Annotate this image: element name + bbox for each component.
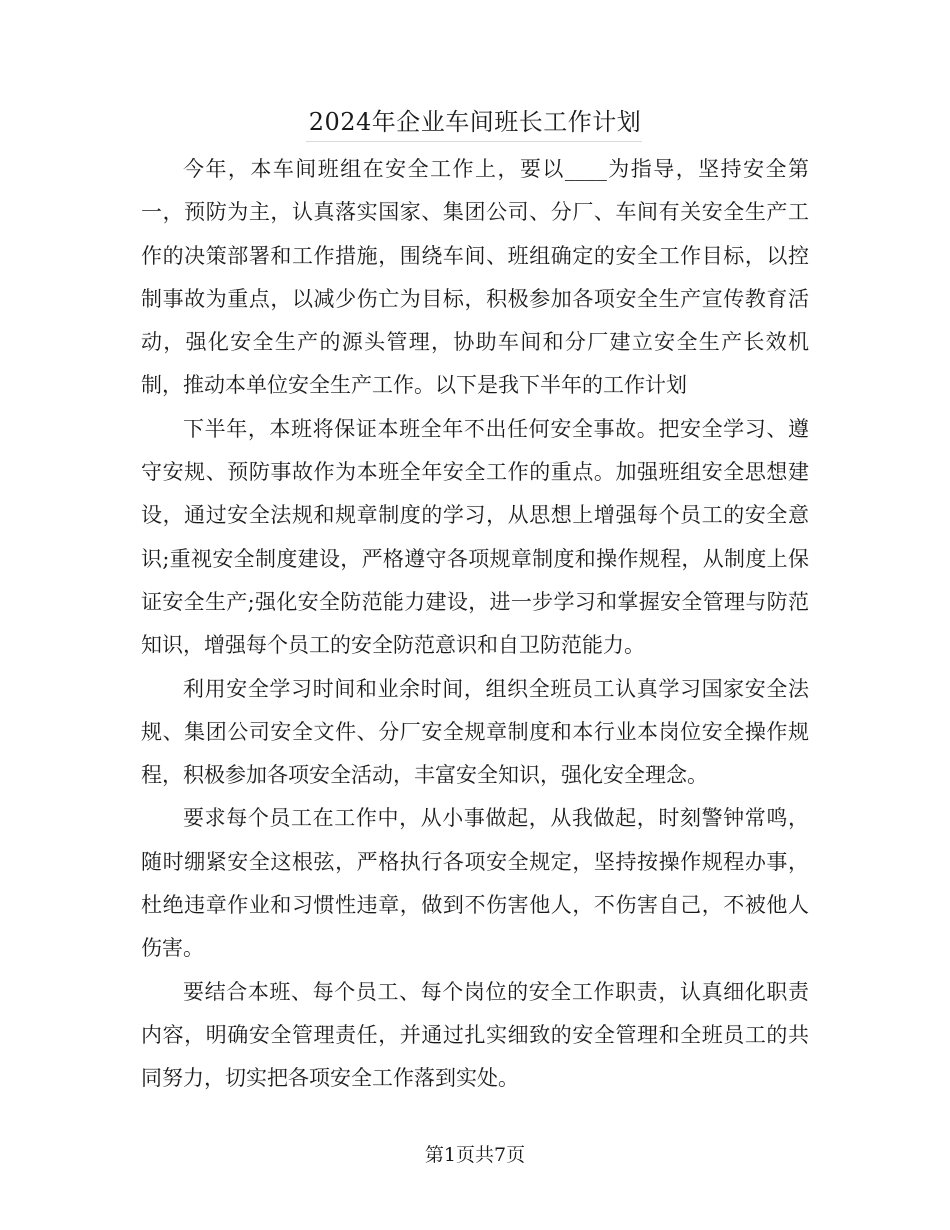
paragraph-4: 要求每个员工在工作中，从小事做起，从我做起，时刻警钟常鸣，随时绷紧安全这根弦，严格执行各项安全规定，坚持按操作规程办事，杜绝违章作业和习惯性违章，做到不伤害他人，不伤害自己，不被他人伤害。 [141,806,809,961]
paragraph-5: 要结合本班、每个员工、每个岗位的安全工作职责，认真细化职责内容，明确安全管理责任，并通过扎实细致的安全管理和全班员工的共同努力，切实把各项安全工作落到实处。 [141,979,809,1091]
page-number-footer: 第1页共7页 [424,1144,526,1166]
paragraph-2: 下半年，本班将保证本班全年不出任何安全事故。把安全学习、遵守安规、预防事故作为本班全年安全工作的重点。加强班组安全思想建设，通过安全法规和规章制度的学习，从思想上增强每个员工的安全意识;重视安全制度建设，严格遵守各项规章制度和操作规程，从制度上保证安全生产;强化安全防范能力建设，进一步学习和掌握安全管理与防范知识，增强每个员工的安全防范意识和自卫防范能力。 [141,416,809,658]
document-title: 2024年企业车间班长工作计划 [308,108,642,136]
title-underline [306,141,642,142]
paragraph-1: 今年，本车间班组在安全工作上，要以____为指导，坚持安全第一，预防为主，认真落实国家、集团公司、分厂、车间有关安全生产工作的决策部署和工作措施，围绕车间、班组确定的安全工作目标，以控制事故为重点，以减少伤亡为目标，积极参加各项安全生产宣传教育活动，强化安全生产的源头管理，协助车间和分厂建立安全生产长效机制，推动本单位安全生产工作。以下是我下半年的工作计划 [141,157,809,398]
paragraph-3: 利用安全学习时间和业余时间，组织全班员工认真学习国家安全法规、集团公司安全文件、分厂安全规章制度和本行业本岗位安全操作规程，积极参加各项安全活动，丰富安全知识，强化安全理念。 [141,676,809,788]
document-body [141,148,809,1101]
